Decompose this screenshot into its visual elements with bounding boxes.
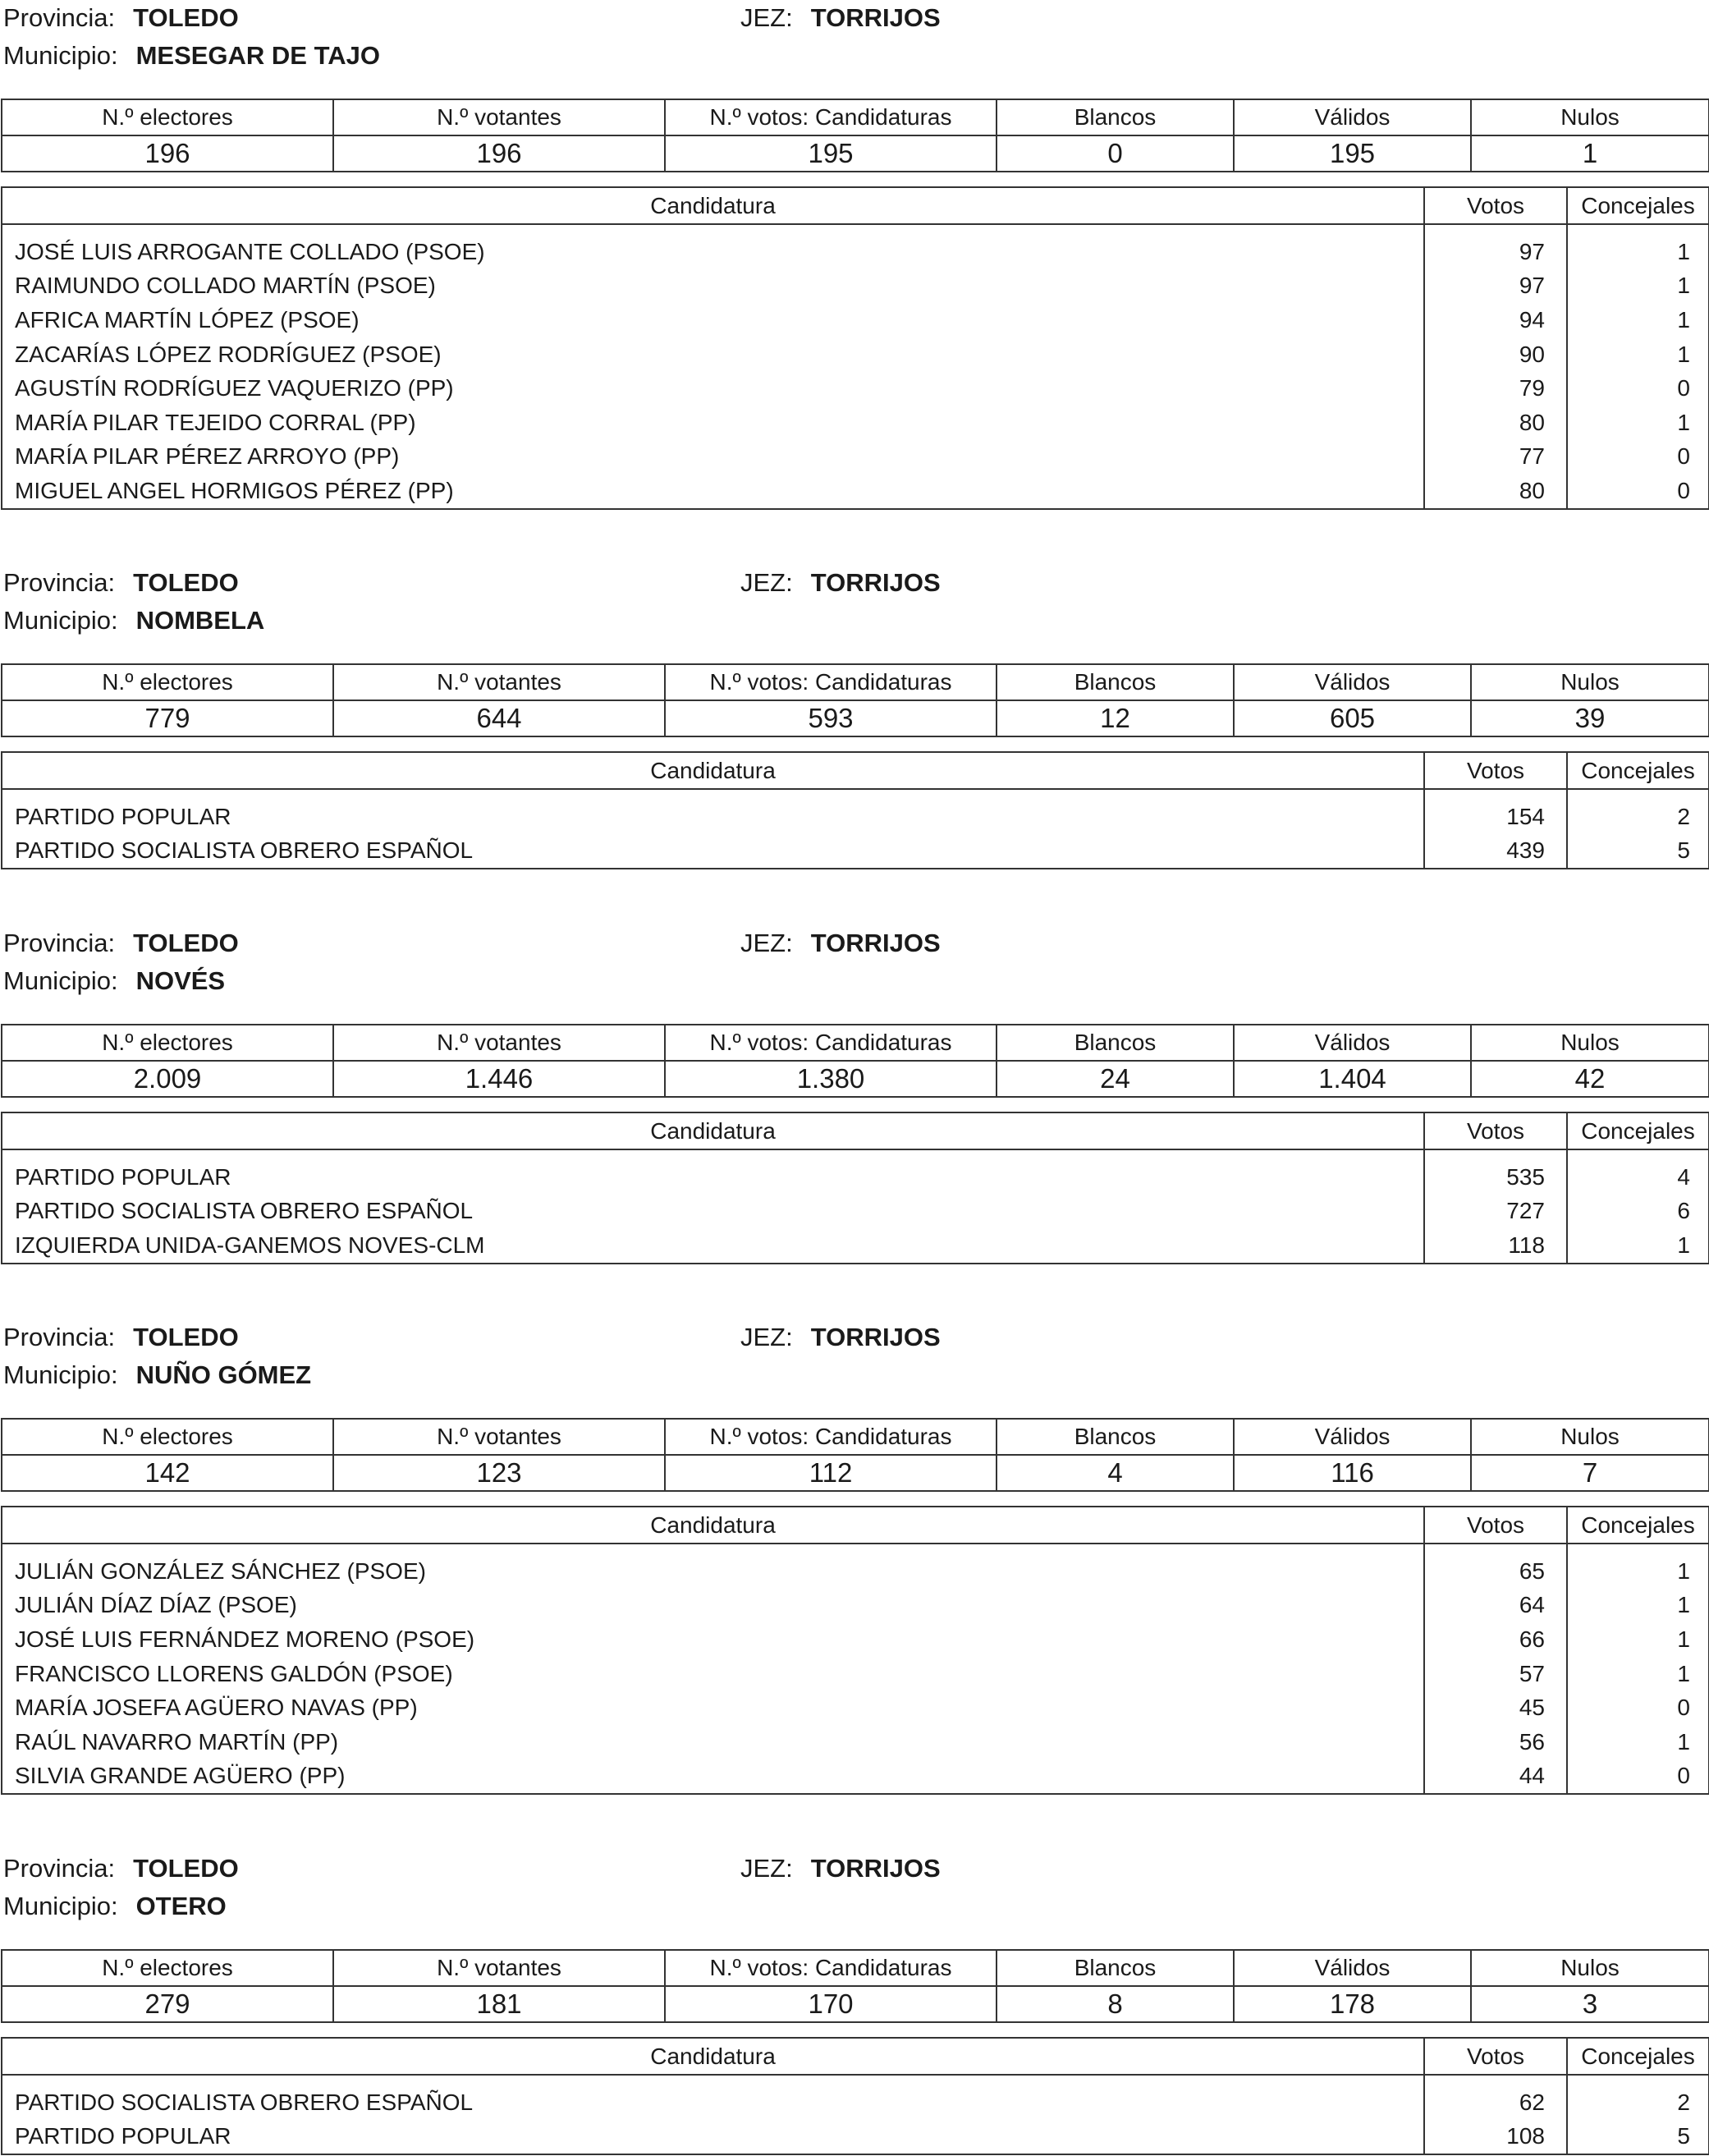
candidate-votes: 45: [1424, 1690, 1567, 1725]
stats-value-cell: 195: [1234, 135, 1471, 172]
jez-value: TORRIJOS: [810, 1323, 941, 1351]
stats-header-cell: Válidos: [1234, 1419, 1471, 1455]
candidate-concejales: 0: [1567, 474, 1709, 509]
stats-header-cell: N.º electores: [2, 1950, 333, 1986]
stats-header-cell: N.º electores: [2, 664, 333, 700]
candidates-header-cell: Votos: [1424, 752, 1567, 789]
candidates-header-row: [2, 752, 1709, 789]
candidate-name: FRANCISCO LLORENS GALDÓN (PSOE): [2, 1657, 1424, 1691]
stats-value-cell: 1.404: [1234, 1061, 1471, 1097]
stats-header-cell: Nulos: [1471, 664, 1709, 700]
municipio-block: [0, 0, 1709, 503]
candidate-votes: 80: [1424, 474, 1567, 509]
stats-header-row: [2, 664, 1709, 700]
municipio-line: [3, 1890, 227, 1923]
stats-value-cell: 605: [1234, 700, 1471, 736]
municipio-label: Municipio:: [3, 966, 118, 995]
block-header: [0, 1319, 1709, 1395]
provincia-line: [3, 567, 239, 599]
stats-value-row: [2, 135, 1709, 172]
candidate-concejales: 1: [1567, 303, 1709, 337]
candidate-row: [2, 789, 1709, 834]
candidates-header-row: [2, 1112, 1709, 1149]
candidate-row: [2, 1725, 1709, 1759]
candidates-header-cell: Votos: [1424, 1112, 1567, 1149]
block-header: [0, 0, 1709, 76]
stats-value-cell: 123: [333, 1455, 665, 1491]
candidate-row: [2, 371, 1709, 406]
candidate-votes: 56: [1424, 1725, 1567, 1759]
provincia-line: [3, 1321, 239, 1354]
candidate-votes: 66: [1424, 1622, 1567, 1657]
candidate-votes: 439: [1424, 834, 1567, 869]
municipio-label: Municipio:: [3, 41, 118, 70]
stats-value-cell: 112: [665, 1455, 997, 1491]
stats-value-cell: 178: [1234, 1986, 1471, 2022]
jez-line: [740, 1852, 941, 1885]
stats-header-cell: Blancos: [997, 1025, 1234, 1061]
candidate-row: [2, 1149, 1709, 1195]
candidate-concejales: 1: [1567, 1622, 1709, 1657]
candidates-header-cell: Concejales: [1567, 1507, 1709, 1544]
block-header: [0, 925, 1709, 1001]
stats-table: [1, 1949, 1709, 2023]
jez-value: TORRIJOS: [810, 3, 941, 32]
stats-table: [1, 663, 1709, 737]
candidate-concejales: 0: [1567, 1759, 1709, 1795]
candidate-votes: 535: [1424, 1149, 1567, 1195]
stats-value-cell: 644: [333, 700, 665, 736]
candidate-concejales: 0: [1567, 440, 1709, 475]
candidates-header-cell: Concejales: [1567, 1112, 1709, 1149]
municipio-label: Municipio:: [3, 1892, 118, 1920]
jez-line: [740, 927, 941, 960]
candidate-votes: 90: [1424, 337, 1567, 372]
candidates-table: [1, 751, 1709, 869]
stats-header-cell: N.º electores: [2, 99, 333, 135]
stats-value-cell: 593: [665, 700, 997, 736]
candidate-row: [2, 406, 1709, 440]
candidates-header-cell: Candidatura: [2, 1112, 1424, 1149]
candidate-row: [2, 337, 1709, 372]
stats-header-cell: Nulos: [1471, 99, 1709, 135]
candidate-name: PARTIDO POPULAR: [2, 1149, 1424, 1195]
jez-line: [740, 1321, 941, 1354]
candidates-header-row: [2, 2038, 1709, 2075]
stats-header-cell: N.º votantes: [333, 1950, 665, 1986]
provincia-value: TOLEDO: [133, 929, 239, 957]
provincia-line: [3, 2, 239, 34]
candidate-name: PARTIDO SOCIALISTA OBRERO ESPAÑOL: [2, 1195, 1424, 1229]
stats-value-cell: 170: [665, 1986, 997, 2022]
jez-value: TORRIJOS: [810, 1854, 941, 1883]
stats-value-row: [2, 700, 1709, 736]
stats-table: [1, 1418, 1709, 1492]
candidate-concejales: 1: [1567, 1228, 1709, 1264]
stats-value-row: [2, 1061, 1709, 1097]
jez-label: JEZ:: [740, 3, 793, 32]
candidate-name: MARÍA JOSEFA AGÜERO NAVAS (PP): [2, 1690, 1424, 1725]
candidate-concejales: 5: [1567, 2120, 1709, 2155]
candidate-name: JULIÁN DÍAZ DÍAZ (PSOE): [2, 1589, 1424, 1623]
candidates-header-cell: Votos: [1424, 187, 1567, 224]
municipio-block: [0, 925, 1709, 1258]
stats-header-cell: N.º votantes: [333, 99, 665, 135]
candidates-header-cell: Votos: [1424, 1507, 1567, 1544]
candidate-concejales: 1: [1567, 224, 1709, 269]
candidate-concejales: 1: [1567, 1544, 1709, 1589]
stats-value-cell: 142: [2, 1455, 333, 1491]
municipio-block: [0, 1319, 1709, 1789]
municipio-block: [0, 1851, 1709, 2149]
candidate-concejales: 0: [1567, 371, 1709, 406]
stats-value-cell: 0: [997, 135, 1234, 172]
candidate-row: [2, 1657, 1709, 1691]
candidates-table: [1, 1112, 1709, 1264]
jez-label: JEZ:: [740, 1323, 793, 1351]
candidate-concejales: 1: [1567, 1589, 1709, 1623]
candidate-row: [2, 1622, 1709, 1657]
stats-value-cell: 8: [997, 1986, 1234, 2022]
provincia-label: Provincia:: [3, 3, 116, 32]
candidate-votes: 118: [1424, 1228, 1567, 1264]
candidate-name: JULIÁN GONZÁLEZ SÁNCHEZ (PSOE): [2, 1544, 1424, 1589]
candidate-name: IZQUIERDA UNIDA-GANEMOS NOVES-CLM: [2, 1228, 1424, 1264]
provincia-line: [3, 927, 239, 960]
candidate-concejales: 1: [1567, 269, 1709, 304]
stats-header-cell: N.º votantes: [333, 664, 665, 700]
candidate-row: [2, 834, 1709, 869]
candidates-table: [1, 1506, 1709, 1795]
candidate-name: RAÚL NAVARRO MARTÍN (PP): [2, 1725, 1424, 1759]
candidate-votes: 79: [1424, 371, 1567, 406]
municipio-label: Municipio:: [3, 606, 118, 635]
stats-header-cell: Nulos: [1471, 1025, 1709, 1061]
candidate-row: [2, 440, 1709, 475]
provincia-label: Provincia:: [3, 1323, 116, 1351]
candidate-votes: 64: [1424, 1589, 1567, 1623]
candidate-name: PARTIDO POPULAR: [2, 789, 1424, 834]
stats-header-cell: N.º votos: Candidaturas: [665, 664, 997, 700]
candidate-row: [2, 1589, 1709, 1623]
candidate-row: [2, 224, 1709, 269]
stats-header-cell: N.º electores: [2, 1419, 333, 1455]
provincia-label: Provincia:: [3, 929, 116, 957]
candidate-name: SILVIA GRANDE AGÜERO (PP): [2, 1759, 1424, 1795]
candidate-votes: 108: [1424, 2120, 1567, 2155]
candidate-votes: 154: [1424, 789, 1567, 834]
stats-value-cell: 2.009: [2, 1061, 333, 1097]
candidate-name: AFRICA MARTÍN LÓPEZ (PSOE): [2, 303, 1424, 337]
provincia-label: Provincia:: [3, 568, 116, 597]
candidate-concejales: 1: [1567, 1725, 1709, 1759]
stats-value-cell: 12: [997, 700, 1234, 736]
stats-value-cell: 39: [1471, 700, 1709, 736]
stats-header-row: [2, 1950, 1709, 1986]
provincia-value: TOLEDO: [133, 1854, 239, 1883]
candidate-votes: 727: [1424, 1195, 1567, 1229]
candidate-name: PARTIDO POPULAR: [2, 2120, 1424, 2155]
candidates-table: [1, 186, 1709, 510]
stats-header-cell: Válidos: [1234, 664, 1471, 700]
candidate-concejales: 5: [1567, 834, 1709, 869]
municipio-value: OTERO: [135, 1892, 227, 1920]
candidate-concejales: 4: [1567, 1149, 1709, 1195]
candidate-concejales: 2: [1567, 789, 1709, 834]
jez-line: [740, 2, 941, 34]
candidate-name: PARTIDO SOCIALISTA OBRERO ESPAÑOL: [2, 834, 1424, 869]
candidates-table: [1, 2037, 1709, 2155]
candidate-votes: 97: [1424, 224, 1567, 269]
candidates-header-cell: Concejales: [1567, 2038, 1709, 2075]
stats-header-cell: N.º electores: [2, 1025, 333, 1061]
jez-value: TORRIJOS: [810, 929, 941, 957]
municipio-line: [3, 1359, 311, 1392]
jez-line: [740, 567, 941, 599]
stats-header-cell: N.º votantes: [333, 1025, 665, 1061]
stats-header-cell: Válidos: [1234, 1025, 1471, 1061]
candidate-concejales: 1: [1567, 1657, 1709, 1691]
candidate-row: [2, 1195, 1709, 1229]
stats-header-cell: Blancos: [997, 664, 1234, 700]
candidates-header-cell: Candidatura: [2, 2038, 1424, 2075]
stats-value-row: [2, 1455, 1709, 1491]
jez-label: JEZ:: [740, 929, 793, 957]
stats-table: [1, 99, 1709, 172]
stats-value-cell: 196: [2, 135, 333, 172]
jez-value: TORRIJOS: [810, 568, 941, 597]
candidate-name: MIGUEL ANGEL HORMIGOS PÉREZ (PP): [2, 474, 1424, 509]
block-header: [0, 565, 1709, 640]
stats-header-cell: Blancos: [997, 1950, 1234, 1986]
candidate-name: ZACARÍAS LÓPEZ RODRÍGUEZ (PSOE): [2, 337, 1424, 372]
candidate-votes: 57: [1424, 1657, 1567, 1691]
candidates-header-cell: Concejales: [1567, 187, 1709, 224]
municipio-value: NUÑO GÓMEZ: [135, 1360, 312, 1389]
candidate-concejales: 2: [1567, 2075, 1709, 2120]
candidate-name: JOSÉ LUIS FERNÁNDEZ MORENO (PSOE): [2, 1622, 1424, 1657]
candidate-votes: 94: [1424, 303, 1567, 337]
municipio-value: NOVÉS: [135, 966, 226, 995]
stats-header-cell: Blancos: [997, 99, 1234, 135]
stats-header-cell: N.º votos: Candidaturas: [665, 99, 997, 135]
candidate-name: RAIMUNDO COLLADO MARTÍN (PSOE): [2, 269, 1424, 304]
stats-value-cell: 279: [2, 1986, 333, 2022]
candidate-row: [2, 303, 1709, 337]
municipio-line: [3, 39, 380, 72]
stats-value-cell: 195: [665, 135, 997, 172]
stats-value-cell: 1.380: [665, 1061, 997, 1097]
candidate-name: MARÍA PILAR PÉREZ ARROYO (PP): [2, 440, 1424, 475]
candidate-row: [2, 1228, 1709, 1264]
candidate-name: AGUSTÍN RODRÍGUEZ VAQUERIZO (PP): [2, 371, 1424, 406]
candidates-header-cell: Votos: [1424, 2038, 1567, 2075]
candidate-row: [2, 269, 1709, 304]
stats-value-cell: 3: [1471, 1986, 1709, 2022]
candidates-header-cell: Candidatura: [2, 187, 1424, 224]
municipio-label: Municipio:: [3, 1360, 118, 1389]
candidate-concejales: 1: [1567, 406, 1709, 440]
candidate-votes: 77: [1424, 440, 1567, 475]
stats-header-cell: Válidos: [1234, 1950, 1471, 1986]
candidates-header-row: [2, 1507, 1709, 1544]
jez-label: JEZ:: [740, 568, 793, 597]
stats-value-cell: 196: [333, 135, 665, 172]
candidate-name: MARÍA PILAR TEJEIDO CORRAL (PP): [2, 406, 1424, 440]
stats-value-cell: 116: [1234, 1455, 1471, 1491]
stats-header-cell: Blancos: [997, 1419, 1234, 1455]
candidates-header-cell: Candidatura: [2, 752, 1424, 789]
municipio-value: MESEGAR DE TAJO: [135, 41, 380, 70]
provincia-line: [3, 1852, 239, 1885]
stats-header-cell: Nulos: [1471, 1950, 1709, 1986]
candidate-votes: 65: [1424, 1544, 1567, 1589]
stats-header-cell: N.º votos: Candidaturas: [665, 1950, 997, 1986]
candidate-votes: 44: [1424, 1759, 1567, 1795]
candidate-concejales: 1: [1567, 337, 1709, 372]
stats-table: [1, 1024, 1709, 1098]
candidate-row: [2, 1690, 1709, 1725]
candidate-name: PARTIDO SOCIALISTA OBRERO ESPAÑOL: [2, 2075, 1424, 2120]
provincia-value: TOLEDO: [133, 1323, 239, 1351]
candidate-row: [2, 1544, 1709, 1589]
municipio-value: NOMBELA: [135, 606, 265, 635]
candidate-votes: 80: [1424, 406, 1567, 440]
stats-value-row: [2, 1986, 1709, 2022]
stats-header-cell: N.º votos: Candidaturas: [665, 1025, 997, 1061]
municipio-line: [3, 604, 264, 637]
stats-header-row: [2, 1025, 1709, 1061]
block-header: [0, 1851, 1709, 1926]
municipio-block: [0, 565, 1709, 864]
candidate-concejales: 6: [1567, 1195, 1709, 1229]
municipio-line: [3, 965, 225, 998]
stats-header-cell: Nulos: [1471, 1419, 1709, 1455]
candidate-votes: 62: [1424, 2075, 1567, 2120]
candidate-name: JOSÉ LUIS ARROGANTE COLLADO (PSOE): [2, 224, 1424, 269]
candidate-row: [2, 2120, 1709, 2155]
candidates-header-cell: Candidatura: [2, 1507, 1424, 1544]
stats-header-row: [2, 99, 1709, 135]
candidate-votes: 97: [1424, 269, 1567, 304]
candidate-row: [2, 474, 1709, 509]
provincia-value: TOLEDO: [133, 568, 239, 597]
stats-header-cell: Válidos: [1234, 99, 1471, 135]
stats-header-cell: N.º votantes: [333, 1419, 665, 1455]
stats-header-row: [2, 1419, 1709, 1455]
candidate-concejales: 0: [1567, 1690, 1709, 1725]
stats-value-cell: 4: [997, 1455, 1234, 1491]
candidate-row: [2, 2075, 1709, 2120]
stats-value-cell: 779: [2, 700, 333, 736]
provincia-value: TOLEDO: [133, 3, 239, 32]
candidate-row: [2, 1759, 1709, 1795]
stats-value-cell: 1.446: [333, 1061, 665, 1097]
stats-header-cell: N.º votos: Candidaturas: [665, 1419, 997, 1455]
stats-value-cell: 7: [1471, 1455, 1709, 1491]
stats-value-cell: 181: [333, 1986, 665, 2022]
candidates-header-cell: Concejales: [1567, 752, 1709, 789]
provincia-label: Provincia:: [3, 1854, 116, 1883]
candidates-header-row: [2, 187, 1709, 224]
stats-value-cell: 42: [1471, 1061, 1709, 1097]
stats-value-cell: 24: [997, 1061, 1234, 1097]
stats-value-cell: 1: [1471, 135, 1709, 172]
jez-label: JEZ:: [740, 1854, 793, 1883]
